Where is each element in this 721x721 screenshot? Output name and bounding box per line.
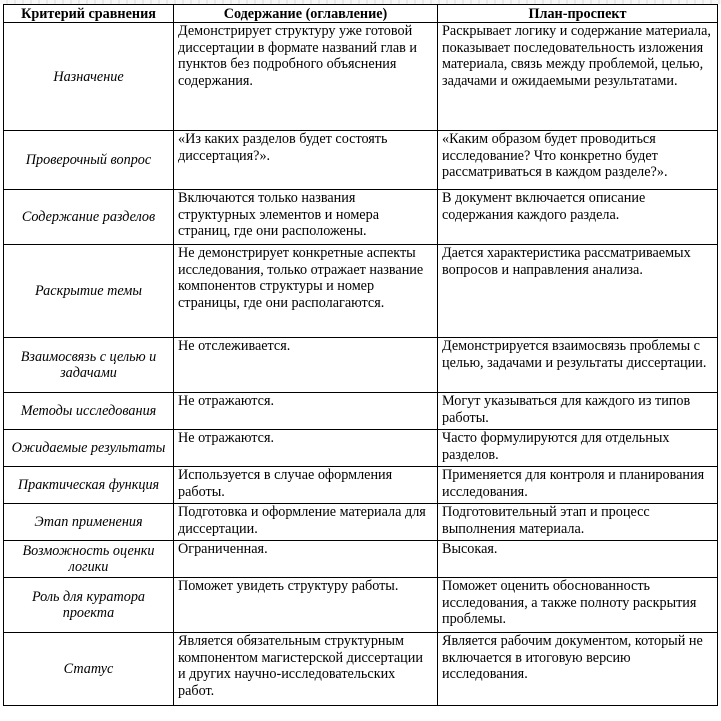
table-row (4, 393, 718, 430)
plan-cell: Демонстрируется взаимосвязь проблемы с целью, задачами и результаты диссертации. (438, 338, 718, 393)
plan-cell: Высокая. (438, 541, 718, 578)
criterion-cell: Взаимосвязь с целью и задачами (4, 338, 174, 393)
contents-cell: Не отражаются. (174, 393, 438, 430)
contents-cell: Демонстрирует структуру уже готовой диссертации в формате названий глав и пунктов без подробного объяснения содержания. (174, 23, 438, 131)
criterion-cell: Возможность оценки логики (4, 541, 174, 578)
table-row (4, 633, 718, 706)
criterion-cell: Методы исследования (4, 393, 174, 430)
table-row (4, 131, 718, 190)
plan-cell: Могут указываться для каждого из типов работы. (438, 393, 718, 430)
contents-cell: Ограниченная. (174, 541, 438, 578)
contents-cell: Не отражаются. (174, 430, 438, 467)
table-row (4, 467, 718, 504)
plan-cell: Раскрывает логику и содержание материала, показывает последовательность изложения материала, связь между проблемой, целью, задачами и ожидаемыми результатами. (438, 23, 718, 131)
contents-cell: Подготовка и оформление материала для диссертации. (174, 504, 438, 541)
criterion-cell: Практическая функция (4, 467, 174, 504)
table-row (4, 430, 718, 467)
header-row (4, 5, 718, 23)
contents-cell: Поможет увидеть структуру работы. (174, 578, 438, 633)
criterion-cell: Роль для куратора проекта (4, 578, 174, 633)
table-row (4, 245, 718, 338)
header-criterion: Критерий сравнения (4, 5, 174, 23)
plan-cell: Подготовительный этап и процесс выполнения материала. (438, 504, 718, 541)
criterion-cell: Назначение (4, 23, 174, 131)
plan-cell: В документ включается описание содержания каждого раздела. (438, 190, 718, 245)
plan-cell: Поможет оценить обоснованность исследования, а также полноту раскрытия проблемы. (438, 578, 718, 633)
header-plan: План-проспект (438, 5, 718, 23)
plan-cell: «Каким образом будет проводиться исследование? Что конкретно будет рассматриваться в каждом разделе?». (438, 131, 718, 190)
table-row (4, 504, 718, 541)
contents-cell: Не отслеживается. (174, 338, 438, 393)
table-row (4, 338, 718, 393)
comparison-table (3, 4, 718, 706)
criterion-cell: Статус (4, 633, 174, 706)
contents-cell: Включаются только названия структурных элементов и номера страниц, где они расположены. (174, 190, 438, 245)
plan-cell: Является рабочим документом, который не включается в итоговую версию исследования. (438, 633, 718, 706)
criterion-cell: Этап применения (4, 504, 174, 541)
header-contents: Содержание (оглавление) (174, 5, 438, 23)
criterion-cell: Проверочный вопрос (4, 131, 174, 190)
plan-cell: Дается характеристика рассматриваемых вопросов и направления анализа. (438, 245, 718, 338)
table-row (4, 23, 718, 131)
contents-cell: Используется в случае оформления работы. (174, 467, 438, 504)
plan-cell: Применяется для контроля и планирования исследования. (438, 467, 718, 504)
table-row (4, 541, 718, 578)
contents-cell: Является обязательным структурным компонентом магистерской диссертации и других научно-исследовательских работ. (174, 633, 438, 706)
contents-cell: «Из каких разделов будет состоять диссертация?». (174, 131, 438, 190)
table-row (4, 578, 718, 633)
criterion-cell: Содержание разделов (4, 190, 174, 245)
criterion-cell: Раскрытие темы (4, 245, 174, 338)
contents-cell: Не демонстрирует конкретные аспекты исследования, только отражает название компонентов структуры и номер страницы, где они располагаются. (174, 245, 438, 338)
plan-cell: Часто формулируются для отдельных разделов. (438, 430, 718, 467)
table-row (4, 190, 718, 245)
criterion-cell: Ожидаемые результаты (4, 430, 174, 467)
